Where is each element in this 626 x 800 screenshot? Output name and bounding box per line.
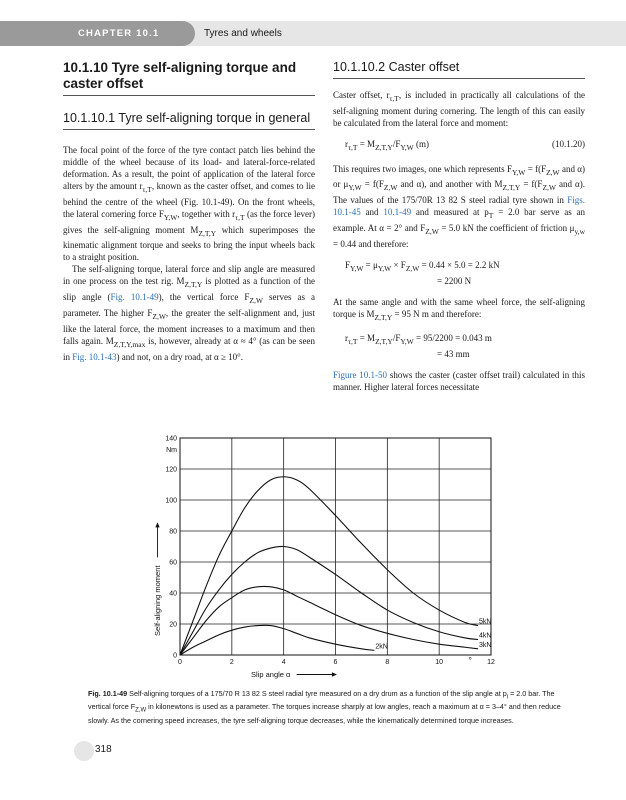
paragraph: At the same angle and with the same wheel force, the self-aligning torque is $M_{Z,T,Y} = 95$ N m and therefore: (333, 296, 585, 322)
y-tick-label: 120 (165, 466, 177, 474)
x-tick-label: 10 (435, 659, 444, 666)
x-tick-label: 4 (281, 659, 286, 666)
figure-link[interactable]: Figure 10.1-50 (333, 370, 388, 381)
left-column (63, 60, 315, 363)
series-line-4kN (180, 546, 478, 655)
chapter-title: Tyres and wheels (204, 28, 282, 39)
series-line-3kN (180, 586, 478, 655)
right-column (333, 60, 585, 393)
x-unit-label: ° (468, 656, 472, 665)
y-tick-label: 100 (165, 497, 177, 505)
x-axis-arrowhead (332, 672, 337, 676)
y-tick-label: 60 (169, 559, 177, 567)
figure-link[interactable]: Fig. 10.1-43 (72, 351, 117, 362)
x-axis-title: Slip angle α (251, 670, 291, 679)
self-aligning-torque-chart (150, 432, 510, 687)
series-label-3kN: 3kN (479, 641, 492, 649)
y-axis-arrowhead (155, 522, 159, 527)
x-tick-label: 6 (333, 659, 338, 666)
y-unit-label: Nm (166, 447, 177, 454)
paragraph: This requires two images, one which represents $F_{Y,W} = f(F_{Z,W}$ and α) or $\mu_{Y,W} = f(F_{Z,W}$ and α), and another with $M_{Z,T,Y} = f(F_{Z,W}$ and α). The values of the 175/70R 13 82 S steel radial tyre shown in Figs. 10.1-45 and 10.1-49 and measured at $p_T = 2.0$ bar serve as an example. At α = 2° and $F_{Z,W} = 5.0$ kN the coefficient of friction $\mu_{y,w} = 0.44$ and therefore: (333, 163, 585, 249)
series-label-2kN: 2kN (375, 643, 388, 651)
x-tick-label: 0 (178, 659, 182, 666)
page-number: 318 (95, 744, 112, 755)
figure-link[interactable]: Fig. 10.1-49 (110, 292, 159, 303)
equation-10-1-20: $r_{\tau,T} = M_{Z,T,Y}/F_{Y,W}$ (m) (10.1.20) (345, 138, 585, 152)
figure-link[interactable]: 10.1-49 (383, 207, 412, 218)
series-line-5kN (180, 477, 478, 655)
series-label-4kN: 4kN (479, 632, 492, 640)
paragraph: The self-aligning torque, lateral force and slip angle are measured in one process on the test rig. $M_{Z,T,Y}$ is plotted as a function of the slip angle (Fig. 10.1-49), the vertical force $F_{Z,W}$ serves as a parameter. The higher $F_{Z,W}$, the greater the self-alignment and, just like the lateral force, the moment increases to a maximum and then falls again. $M_{Z,T,Y,max}$ is, however, already at α ≈ 4° (as can be seen in Fig. 10.1-43) and not, on a dry road, at α ≥ 10°. (63, 264, 315, 362)
paragraph: The focal point of the force of the tyre contact patch lies behind the middle of the wheel because of its load- and lateral-force-related deformation. As a result, the point of application of the lateral force alters by the amount $r_{\tau,T}$, known as the caster offset, and comes to lie behind the centre of the wheel (Fig. 10.1-49). On the front wheels, the lateral cornering force $F_{Y,W}$, together with $r_{\tau,T}$ (as the force lever) gives the self-aligning moment $M_{Z,T,Y}$ which superimposes the kinematic alignment torque and seeks to bring the input wheels back to a straight position. (63, 145, 316, 263)
section-title: 10.1.10 Tyre self-aligning torque and caster offset (63, 60, 315, 96)
y-tick-label: 80 (169, 528, 177, 536)
equation-number: (10.1.20) (552, 138, 585, 149)
paragraph: Caster offset, $r_{\tau,T}$, is included in practically all calculations of the self-aligning moment during cornering. The length of this can easily be calculated from the lateral force and moment: (333, 90, 585, 128)
equation-lateral-force: $F_{Y,W} = \mu_{Y,W} \times F_{Z,W} = 0.44 \times 5.0 = 2.2$ kN = 2200 N (345, 259, 500, 286)
x-tick-label: 8 (385, 659, 390, 666)
subsection-title-caster: 10.1.10.2 Caster offset (333, 60, 585, 79)
paragraph: Figure 10.1-50 shows the caster (caster offset trail) calculated in this manner. Higher lateral forces necessitate (333, 370, 585, 393)
x-tick-label: 2 (229, 659, 234, 666)
figure-link[interactable]: Figs. 10.1-45 (333, 195, 585, 218)
figure-caption: Fig. 10.1-49 Self-aligning torques of a 175/70 R 13 82 S steel radial tyre measured on a dry drum as a function of the slip angle at $p_i = 2.0$ bar. The vertical force $F_{Z,W}$ in kilonewtons is used as a parameter. The torques increase sharply at low angles, reach a maximum at α = 3–4° and then reduce slowly. As the cornering speed increases, the tyre self-aligning torque decreases, while the kinematically determined torque increases. (88, 689, 561, 725)
subsection-title-self-aligning: 10.1.10.1 Tyre self-aligning torque in general (63, 111, 315, 130)
chapter-label: CHAPTER 10.1 (0, 21, 181, 46)
y-axis-title: Self-aligning moment (153, 565, 162, 636)
x-tick-label: 12 (487, 659, 495, 666)
y-tick-label: 0 (173, 652, 177, 660)
page-number-circle (74, 741, 94, 761)
y-tick-label: 20 (169, 621, 177, 629)
y-tick-label: 40 (169, 590, 177, 598)
series-line-2kN (180, 625, 374, 655)
y-tick-label: 140 (165, 435, 177, 443)
chapter-tab-circle (170, 21, 195, 46)
series-label-5kN: 5kN (479, 618, 492, 626)
equation-caster-offset: $r_{\tau,T} = M_{Z,T,Y}/F_{Y,W} = 95/2200 = 0.043$ m = 43 mm (345, 333, 492, 360)
